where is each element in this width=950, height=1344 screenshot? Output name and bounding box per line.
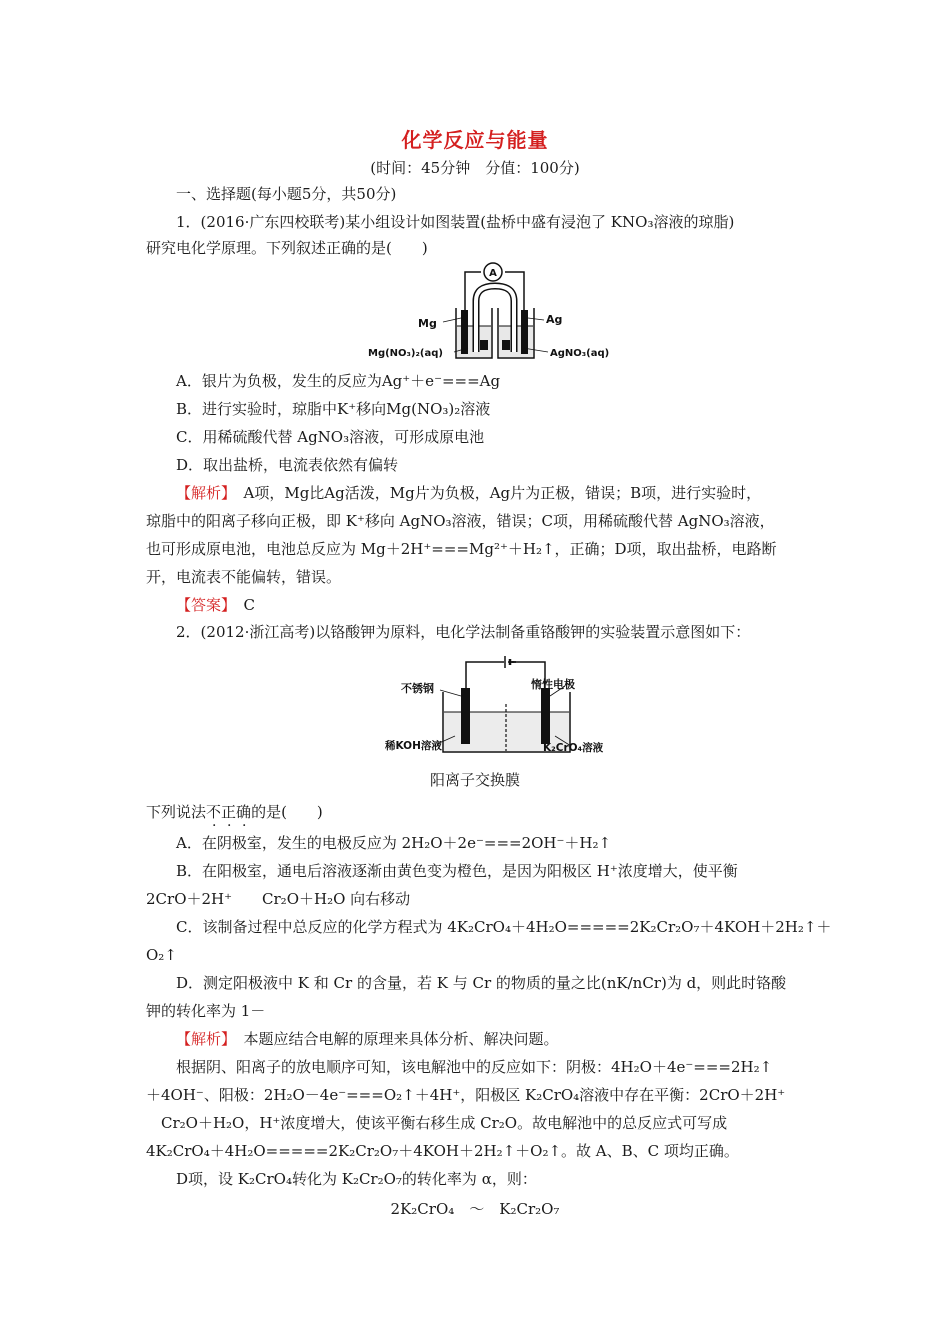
q2-question xyxy=(146,802,804,822)
ag-electrode xyxy=(521,310,528,354)
ag-label: Ag xyxy=(546,313,563,326)
q2-analysis-text1: 本题应结合电解的原理来具体分析、解决问题。 xyxy=(228,1030,559,1048)
q1-option-b: B．进行实验时，琼脂中K⁺移向Mg(NO₃)₂溶液 xyxy=(176,400,491,418)
q2-analysis-line5: 4K₂CrO₄＋4H₂O=====2K₂Cr₂O₇＋4KOH＋2H₂↑＋O₂↑。故 A、B、C 项均正确。 xyxy=(146,1142,739,1160)
emphasis-char: 不 xyxy=(206,803,222,821)
left-solution-label: Mg(NO₃)₂(aq) xyxy=(368,348,443,359)
k2cro4-solution-label: K₂CrO₄溶液 xyxy=(543,742,604,754)
q2-option-c-line1: C．该制备过程中总反应的化学方程式为 4K₂CrO₄＋4H₂O=====2K₂Cr₂O₇＋4KOH＋2H₂↑＋ xyxy=(176,918,832,936)
emphasis-char: 确 xyxy=(236,803,252,821)
time-info: (时间：45分钟 分值：100分) xyxy=(370,159,580,177)
answer-tag: 【答案】 xyxy=(176,596,229,614)
q2-option-c-line2: O₂↑ xyxy=(146,946,177,964)
conversion-formula: 2K₂CrO₄ ～ K₂Cr₂O₇ xyxy=(390,1200,560,1218)
q1-analysis-text1: A项，Mg比Ag活泼，Mg片为负极，Ag片为正极，错误；B项，进行实验时， xyxy=(228,484,762,502)
section-heading: 一、选择题(每小题5分，共50分) xyxy=(176,185,397,203)
q2-option-d-line2: 钾的转化率为 1－ xyxy=(146,1002,266,1020)
q2-option-b-line2: 2CrO＋2H⁺ Cr₂O＋H₂O 向右移动 xyxy=(146,890,411,908)
q2-analysis-line2: 根据阴、阳离子的放电顺序可知，该电解池中的反应如下：阴极：4H₂O＋4e⁻===2H₂↑ xyxy=(176,1058,773,1076)
q2-analysis-line4: Cr₂O＋H₂O，H⁺浓度增大，使该平衡右移生成 Cr₂O。故电解池中的总反应式可写成 xyxy=(146,1114,728,1132)
right-solution-label: AgNO₃(aq) xyxy=(550,348,610,359)
q1-option-c: C．用稀硫酸代替 AgNO₃溶液，可形成原电池 xyxy=(176,428,485,446)
galvanic-cell-figure xyxy=(368,266,618,366)
stainless-steel-label: 不锈钢 xyxy=(401,682,434,695)
q2-analysis-line1 xyxy=(176,1029,804,1049)
q2-stem: 2．(2012·浙江高考)以铬酸钾为原料，电化学法制备重铬酸钾的实验装置示意图如下： xyxy=(176,623,751,641)
mg-electrode xyxy=(461,310,468,354)
q2-option-d-line1: D．测定阳极液中 K 和 Cr 的含量，若 K 与 Cr 的物质的量之比(nK/nCr)为 d，则此时铬酸 xyxy=(176,974,787,992)
emphasis-char: 正 xyxy=(221,803,237,821)
q2-question-post: 的是( ) xyxy=(251,803,323,821)
analysis-tag: 【解析】 xyxy=(176,1030,229,1048)
stainless-steel-electrode xyxy=(461,688,470,744)
page-title: 化学反应与能量 xyxy=(401,128,549,152)
q1-answer xyxy=(176,595,804,615)
membrane-caption: 阳离子交换膜 xyxy=(429,771,520,789)
q1-stem-line1: 1．(2016·广东四校联考)某小组设计如图装置(盐桥中盛有浸泡了 KNO₃溶液的琼脂) xyxy=(176,213,735,231)
q2-option-b-line1: B．在阳极室，通电后溶液逐渐由黄色变为橙色，是因为阳极区 H⁺浓度增大，使平衡 xyxy=(176,862,738,880)
q1-analysis-line4: 开，电流表不能偏转，错误。 xyxy=(146,568,342,586)
inert-electrode-label: 惰性电极 xyxy=(531,678,575,691)
inert-electrode xyxy=(541,688,550,744)
q1-answer-value: C xyxy=(228,596,255,614)
q2-analysis-line3: ＋4OH⁻、阳极：2H₂O－4e⁻===O₂↑＋4H⁺，阳极区 K₂CrO₄溶液中存在平衡：2CrO＋2H⁺ xyxy=(146,1086,786,1104)
mg-label: Mg xyxy=(418,317,437,330)
q1-analysis-line3: 也可形成原电池，电池总反应为 Mg＋2H⁺===Mg²⁺＋H₂↑，正确；D项，取出盐桥，电路断 xyxy=(146,540,777,558)
q1-option-d: D．取出盐桥，电流表依然有偏转 xyxy=(176,456,399,474)
q1-stem-line2: 研究电化学原理。下列叙述正确的是( ) xyxy=(146,239,428,257)
ammeter-label: A xyxy=(489,268,497,279)
q1-analysis-line1 xyxy=(176,483,804,503)
analysis-tag: 【解析】 xyxy=(176,484,229,502)
q2-option-a: A．在阴极室，发生的电极反应为 2H₂O＋2e⁻===2OH⁻＋H₂↑ xyxy=(176,834,612,852)
q2-question-pre: 下列说法 xyxy=(146,803,207,821)
q2-analysis-line6: D项，设 K₂CrO₄转化为 K₂Cr₂O₇的转化率为 α，则： xyxy=(176,1170,537,1188)
q1-option-a: A．银片为负极，发生的反应为Ag⁺＋e⁻===Ag xyxy=(176,372,501,390)
koh-solution-label: 稀KOH溶液 xyxy=(385,740,442,752)
electrolysis-cell-figure xyxy=(385,652,610,757)
q1-analysis-line2: 琼脂中的阳离子移向正极，即 K⁺移向 AgNO₃溶液，错误；C项，用稀硫酸代替 AgNO₃溶液， xyxy=(146,512,775,530)
